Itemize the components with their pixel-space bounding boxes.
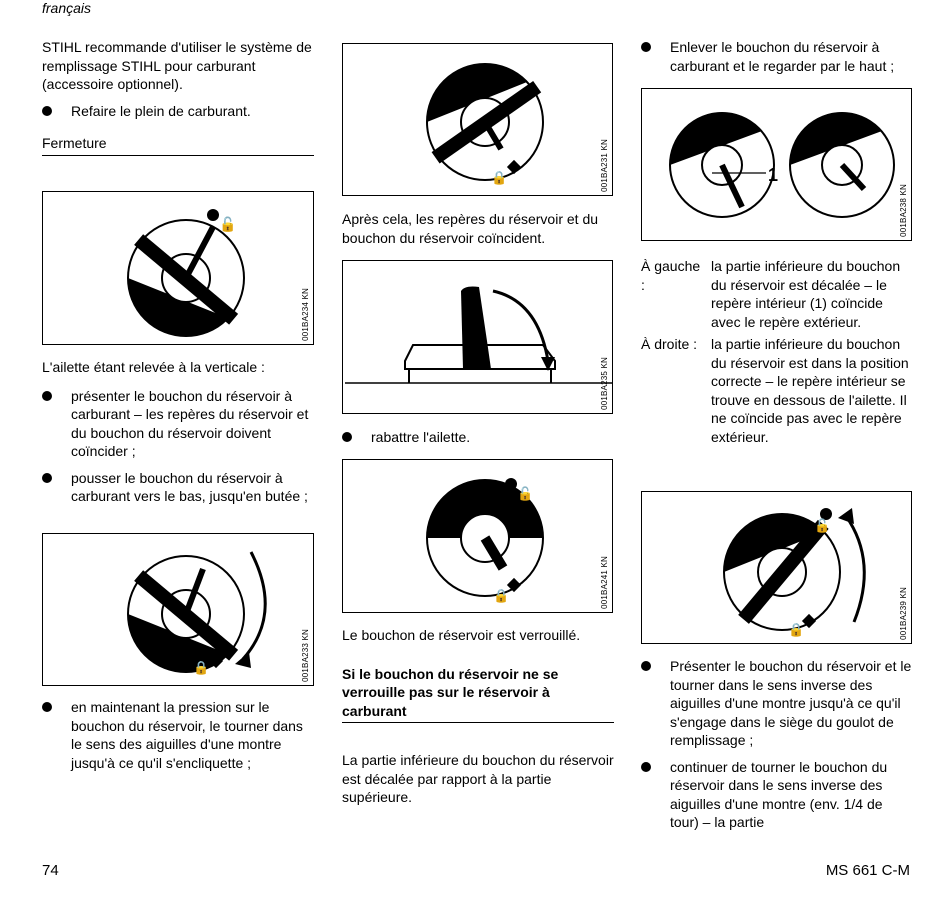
figure-code: 001BA234 KN	[301, 288, 310, 341]
figure-cap-turn-counterclockwise	[641, 491, 912, 644]
model-name: MS 661 C-M	[825, 862, 910, 879]
callout-label-1: 1	[768, 165, 779, 185]
figure-cap-turn-clockwise	[42, 533, 314, 686]
figure-code: 001BA231 KN	[600, 139, 609, 192]
svg-text:🔓: 🔓	[517, 487, 534, 502]
bullet-remove: Enlever le bouchon du réservoir à carburant et le regarder par le haut ;	[641, 38, 913, 75]
column-3-definitions	[641, 257, 913, 446]
after-text: Après cela, les repères du réservoir et du bouchon du réservoir coïncident.	[342, 211, 599, 246]
svg-text:🔒: 🔒	[493, 589, 510, 604]
figure-code: 001BA238 KN	[899, 184, 908, 237]
cap-illustration	[43, 534, 315, 687]
column-2-after	[342, 210, 614, 247]
figure-cap-closed-aligned	[42, 191, 314, 345]
column-2-fold	[342, 428, 614, 447]
definition-term-right: À droite :	[641, 336, 698, 352]
bullet-push: pousser le bouchon du réservoir à carburant vers le bas, jusqu'en butée ;	[42, 469, 314, 506]
figure-cap-marks-aligned	[342, 43, 613, 196]
definition-desc-right: la partie inférieure du bouchon du réservoir est dans la position correcte – le repère intérieur se trouve en dessous de l'ailette. Il ne coïncide pas avec le repère extérieur.	[711, 336, 909, 445]
bullet-refuel: Refaire le plein de carburant.	[42, 102, 314, 121]
column-1-lower	[42, 358, 314, 506]
column-2-lower	[342, 626, 614, 807]
bullet-present-ccw: Présenter le bouchon du réservoir et le tourner dans le sens inverse des aiguilles d'une montre jusqu'à ce qu'il s'engage dans le siège du goulot de remplissage ;	[641, 657, 913, 750]
section-title-not-locking: Si le bouchon du réservoir ne se verrouille pas sur le réservoir à carburant	[342, 665, 614, 724]
locked-text: Le bouchon de réservoir est verrouillé.	[342, 627, 581, 643]
definition-right	[641, 335, 913, 446]
column-1	[42, 38, 314, 156]
section-title-fermeture: Fermeture	[42, 134, 314, 156]
cap-illustration	[43, 192, 315, 346]
column-1-bottom	[42, 698, 314, 772]
definition-desc-left: la partie inférieure du bouchon du réservoir est décalée – le repère intérieur (1) coïncide avec le repère extérieur.	[711, 258, 901, 330]
figure-cap-locked	[342, 459, 613, 613]
cap-illustration	[343, 460, 614, 614]
column-3-bottom	[641, 657, 913, 832]
bullet-continue: continuer de tourner le bouchon du réservoir dans le sens inverse des aiguilles d'une montre (env. 1/4 de tour) – la partie	[641, 758, 913, 832]
cap-side-illustration	[343, 261, 614, 415]
svg-text:🔒: 🔒	[491, 171, 508, 186]
svg-text:🔒: 🔒	[788, 623, 805, 638]
cap-comparison-illustration	[642, 89, 913, 242]
figure-cap-side-view	[342, 260, 613, 414]
cap-illustration	[343, 44, 614, 197]
definition-left	[641, 257, 913, 331]
figure-code: 001BA233 KN	[301, 629, 310, 682]
svg-text:🔒: 🔒	[193, 661, 210, 676]
page-number: 74	[42, 862, 59, 879]
page-language: français	[42, 0, 92, 16]
intro-paragraph: STIHL recommande d'utiliser le système de remplissage STIHL pour carburant (accessoire optionnel).	[42, 39, 312, 92]
bullet-present: présenter le bouchon du réservoir à carburant – les repères du réservoir et du bouchon du réservoir doivent coïncider ;	[42, 387, 314, 461]
figure-code: 001BA239 KN	[899, 587, 908, 640]
bullet-fold: rabattre l'ailette.	[342, 428, 614, 447]
offset-text: La partie inférieure du bouchon du réservoir est décalée par rapport à la partie supérieure.	[342, 752, 614, 805]
wing-vertical-text: L'ailette étant relevée à la verticale :	[42, 359, 265, 375]
cap-illustration	[642, 492, 913, 645]
figure-code: 001BA241 KN	[600, 556, 609, 609]
figure-code: 001BA235 KN	[600, 357, 609, 410]
column-3-top	[641, 38, 913, 75]
figure-cap-two-views	[641, 88, 912, 241]
definition-term-left: À gauche :	[641, 258, 701, 293]
svg-text:🔓: 🔓	[219, 217, 237, 233]
bullet-turn: en maintenant la pression sur le bouchon du réservoir, le tourner dans le sens des aiguilles d'une montre jusqu'à ce qu'il s'encliquette ;	[42, 698, 314, 772]
svg-text:🔓: 🔓	[814, 519, 831, 534]
